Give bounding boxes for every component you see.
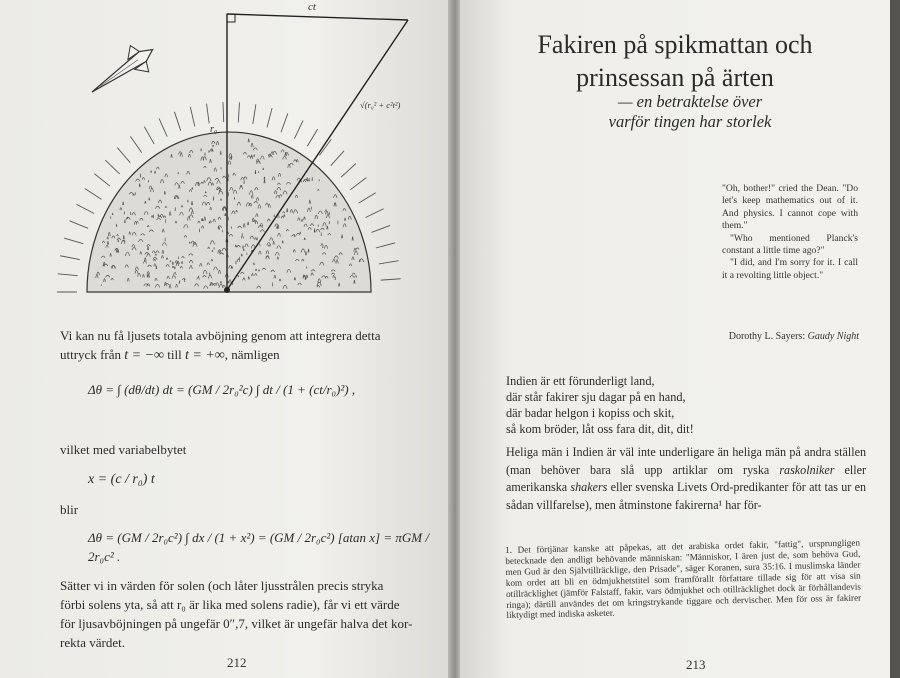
- page-edge: [890, 0, 900, 678]
- poem-line: så kom bröder, låt oss fara dit, dit, dit!: [506, 422, 694, 436]
- text-fragment: uttryck från: [60, 347, 122, 362]
- body-paragraph: [506, 444, 866, 514]
- paragraph-2-line: rekta värdet.: [60, 635, 125, 650]
- epigraph-paragraph: "I did, and I'm sorry for it. I call it a revolting little object.": [722, 257, 858, 281]
- paragraph-1-line-1: Vi kan nu få ljusets totala avböjning genom att integrera detta: [60, 328, 381, 343]
- epigraph-paragraph: "Oh, bother!" cried the Dean. "Do let's keep mathematics out of it. And physics. I cannot cope with them.": [722, 183, 858, 232]
- page-number-left: 212: [227, 655, 247, 670]
- chapter-title: [505, 28, 845, 94]
- paragraph-1-line-2: [60, 345, 430, 365]
- page-number-right: 213: [686, 657, 706, 672]
- poem-line: där badar helgon i kopiss och skit,: [506, 406, 675, 420]
- footnote: 1. Det förtjänar kanske att påpekas, att det arabiska ordet fakir, "fattig", ursprungligen betecknade den andligt behövande människan: "Människor, I ären just de, som behöva Gud, men Gud är den Självtillräcklige, den Prisade", säger Koranen, sura 35:16. I muslimska länder kom ordet att bli en ödmjukhetstitel som framförallt författare tillade sig för att visa sin otillräcklighet (jämför Falstaff, fakir, vars ödmjukhet och otillräcklighet dock är förhållandevis ringa); därtill användes det om kringstrykande tiggare och dervischer. Men för oss är fakirer liktydigt med indiska asketer.: [505, 537, 862, 621]
- paragraph-2: [60, 576, 430, 652]
- epigraph-attribution: [715, 331, 859, 342]
- paragraph-2-line: förbi solens yta, så att r₀ är lika med solens radie), får vi ett värde: [60, 597, 400, 612]
- limit-lower: t = −∞: [124, 348, 165, 363]
- body-emphasis: raskolniker: [779, 462, 835, 477]
- rocket-icon: [83, 36, 162, 105]
- attribution-work: Gaudy Night: [807, 331, 859, 342]
- equation-1: Δθ = ∫ (dθ/dt) dt = (GM / 2r₀²c) ∫ dt / (1 + (ct/r₀)²) ,: [88, 382, 356, 397]
- attribution-author: Dorothy L. Sayers:: [728, 331, 806, 342]
- limit-upper: t = +∞: [184, 348, 225, 363]
- paragraph-1: [60, 326, 430, 365]
- body-text: eller amerikanska: [506, 462, 866, 495]
- poem-line: Indien är ett förunderligt land,: [506, 374, 655, 388]
- label-r0: r₀: [210, 124, 218, 135]
- epigraph: [722, 183, 858, 282]
- chapter-subtitle: [560, 92, 820, 132]
- sun-light-deflection-figure: [40, 0, 450, 320]
- blir-text: blir: [60, 502, 79, 517]
- text-fragment: , nämligen: [224, 347, 280, 362]
- chapter-title-line-2: prinsessan på ärten: [576, 63, 774, 92]
- chapter-title-line-1: Fakiren på spikmattan och: [537, 30, 813, 59]
- paragraph-2-line: för ljusavböjningen på ungefär 0″,7, vilket är ungefär halva det kor-: [60, 616, 413, 631]
- equation-2: x = (c / r₀) t: [88, 472, 155, 487]
- poem-line: där står fakirer sju dagar på en hand,: [506, 390, 686, 404]
- epigraph-paragraph: "Who mentioned Planck's constant a little time ago?": [722, 232, 858, 257]
- label-hypotenuse: √(r₀² + c²t²): [360, 100, 401, 110]
- paragraph-2-line: Sätter vi in värden för solen (och låter ljusstrålen precis stryka: [60, 578, 384, 593]
- text-fragment: till: [167, 347, 182, 362]
- body-text: eller svenska Livets Ord-predikanter för att tas ur en sådan villfarelse), men åtminstone fakirerna¹ har för-: [506, 480, 866, 512]
- body-emphasis: shakers: [570, 480, 608, 495]
- body-text: Heliga män i Indien är väl inte underligare än heliga män på andra ställen (man behöver bara slå upp artiklar om ryska: [506, 445, 866, 477]
- chapter-subtitle-line-1: — en betraktelse över: [617, 92, 763, 111]
- poem: [506, 373, 694, 437]
- substitution-text: vilket med variabelbytet: [60, 442, 187, 457]
- label-ct: ct: [308, 1, 316, 13]
- equation-3: Δθ = (GM / 2r₀c²) ∫ dx / (1 + x²) = (GM / 2r₀c²) [atan x] = πGM / 2r₀c² .: [88, 530, 429, 564]
- chapter-subtitle-line-2: varför tingen har storlek: [608, 112, 772, 131]
